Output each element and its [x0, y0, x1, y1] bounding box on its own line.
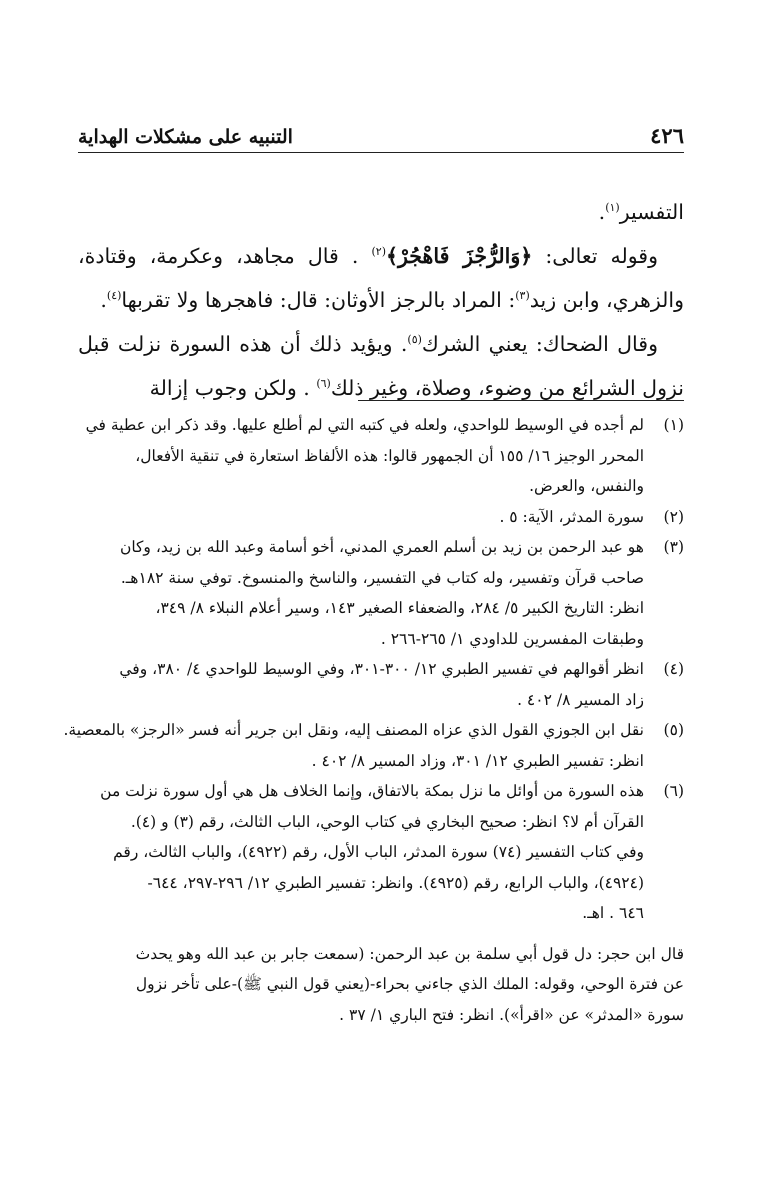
footnote-line: لم أجده في الوسيط للواحدي، ولعله في كتبه التي لم أطلع عليها. وقد ذكر ابن عطية في	[85, 416, 644, 434]
note-line: سورة «المدثر» عن «اقرأ»). انظر: فتح الباري ١/ ٣٧ .	[339, 1005, 684, 1024]
footnote-ref: (٥)	[407, 333, 422, 347]
body-paragraph-2: وقوله تعالى: ﴿وَالرُّجْزَ فَاهْجُرْ﴾$^{(٢)}$ . قال مجاهد، وعكرمة، وقتادة، والزهري، وابن زيد$^{(٣)}$: المراد بالرجز الأوثان: قال: فاهجرها ولا تقربها$^{(٤)}$.	[78, 244, 684, 312]
footnote-divider	[358, 400, 684, 401]
footnote-ref: (٢)	[371, 245, 386, 259]
note-line: قال ابن حجر: دل قول أبي سلمة بن عبد الرحمن: (سمعت جابر بن عبد الله وهو يحدث	[135, 944, 684, 963]
footnote-line: نقل ابن الجوزي القول الذي عزاه المصنف إليه، ونقل ابن جرير أنه فسر «الرجز» بالمعصية.	[63, 721, 644, 739]
footnote-line: انظر: تفسير الطبري ١٢/ ٣٠١، وزاد المسير ٨/ ٤٠٢ .	[311, 751, 644, 770]
footnote-line: (٤٩٢٤)، والباب الرابع، رقم (٤٩٢٥). وانظر: تفسير الطبري ١٢/ ٢٩٦-٢٩٧، ٦٤٤-	[147, 873, 644, 892]
footnote-line: القرآن أم لا؟ انظر: صحيح البخاري في كتاب الوحي، الباب الثالث، رقم (٣) و (٤).	[130, 812, 644, 831]
header-divider	[78, 152, 684, 153]
footnote-line: انظر أقوالهم في تفسير الطبري ١٢/ ٣٠٠-٣٠١، وفي الوسيط للواحدي ٤/ ٣٨٠، وفي	[119, 660, 644, 678]
quran-verse: ﴿وَالرُّجْزَ فَاهْجُرْ﴾	[385, 244, 533, 268]
footnote-line: انظر: التاريخ الكبير ٥/ ٢٨٤، والضعفاء الصغير ١٤٣، وسير أعلام النبلاء ٨/ ٣٤٩،	[155, 599, 644, 617]
page-header	[78, 118, 684, 148]
ibn-hajar-note	[78, 939, 684, 1031]
footnote-1	[78, 410, 684, 502]
main-text	[78, 190, 684, 410]
footnote-number: (١)	[663, 416, 684, 434]
footnote-number: (٣)	[663, 538, 684, 556]
body-paragraph-3: وقال الضحاك: يعني الشرك$^{(٥)}$. ويؤيد ذلك أن هذه السورة نزلت قبل نزول الشرائع من وضوء، وصلاة، وغير ذلك$^{(٦)}$ . ولكن وجوب إزالة	[78, 332, 684, 400]
page-number: ٤٢٦	[650, 123, 684, 148]
note-line: عن فترة الوحي، وقوله: الملك الذي جاءني بحراء-(يعني قول النبي ﷺ)-على تأخر نزول	[135, 975, 684, 993]
footnote-ref: (١)	[605, 201, 620, 215]
footnote-number: (٤)	[663, 660, 684, 678]
footnote-number: (٦)	[663, 782, 684, 800]
body-line-1: التفسير$^{(١)}$.	[598, 200, 684, 224]
footnote-2	[78, 502, 684, 533]
footnote-line: صاحب قرآن وتفسير، وله كتاب في التفسير، والناسخ والمنسوخ. توفي سنة ١٨٢هـ.	[120, 568, 644, 587]
footnote-3	[78, 532, 684, 654]
footnote-6	[78, 776, 684, 929]
footnote-ref: (٤)	[106, 289, 122, 303]
footnote-line: والنفس، والعرض.	[529, 477, 644, 495]
running-title: التنبيه على مشكلات الهداية	[78, 126, 293, 148]
footnote-number: (٢)	[663, 507, 684, 526]
footnote-line: ٦٤٦ . اهـ.	[582, 904, 644, 922]
footnote-5	[63, 715, 684, 776]
footnote-line: المحرر الوجيز ١٦/ ١٥٥ أن الجمهور قالوا: هذه الألفاظ استعارة في تنقية الأفعال،	[135, 446, 644, 465]
footnote-line: وطبقات المفسرين للداودي ١/ ٢٦٥-٢٦٦ .	[380, 629, 644, 648]
footnote-number: (٥)	[663, 721, 684, 739]
footnote-ref: (٣)	[515, 289, 530, 303]
footnote-line: زاد المسير ٨/ ٤٠٢ .	[517, 690, 644, 709]
footnote-line: هو عبد الرحمن بن زيد بن أسلم العمري المدني، أخو أسامة وعبد الله بن زيد، وكان	[119, 538, 644, 556]
footnote-ref: (٦)	[316, 377, 331, 391]
footnote-line: وفي كتاب التفسير (٧٤) سورة المدثر، الباب الأول، رقم (٤٩٢٢)، والباب الثالث، رقم	[113, 843, 644, 861]
footnote-4	[78, 654, 684, 715]
footnote-line: هذه السورة من أوائل ما نزل بمكة بالاتفاق، وإنما الخلاف هل هي أول سورة نزلت من	[100, 782, 644, 800]
footnote-line: سورة المدثر، الآية: ٥ .	[499, 507, 644, 526]
footnotes	[63, 410, 684, 1030]
